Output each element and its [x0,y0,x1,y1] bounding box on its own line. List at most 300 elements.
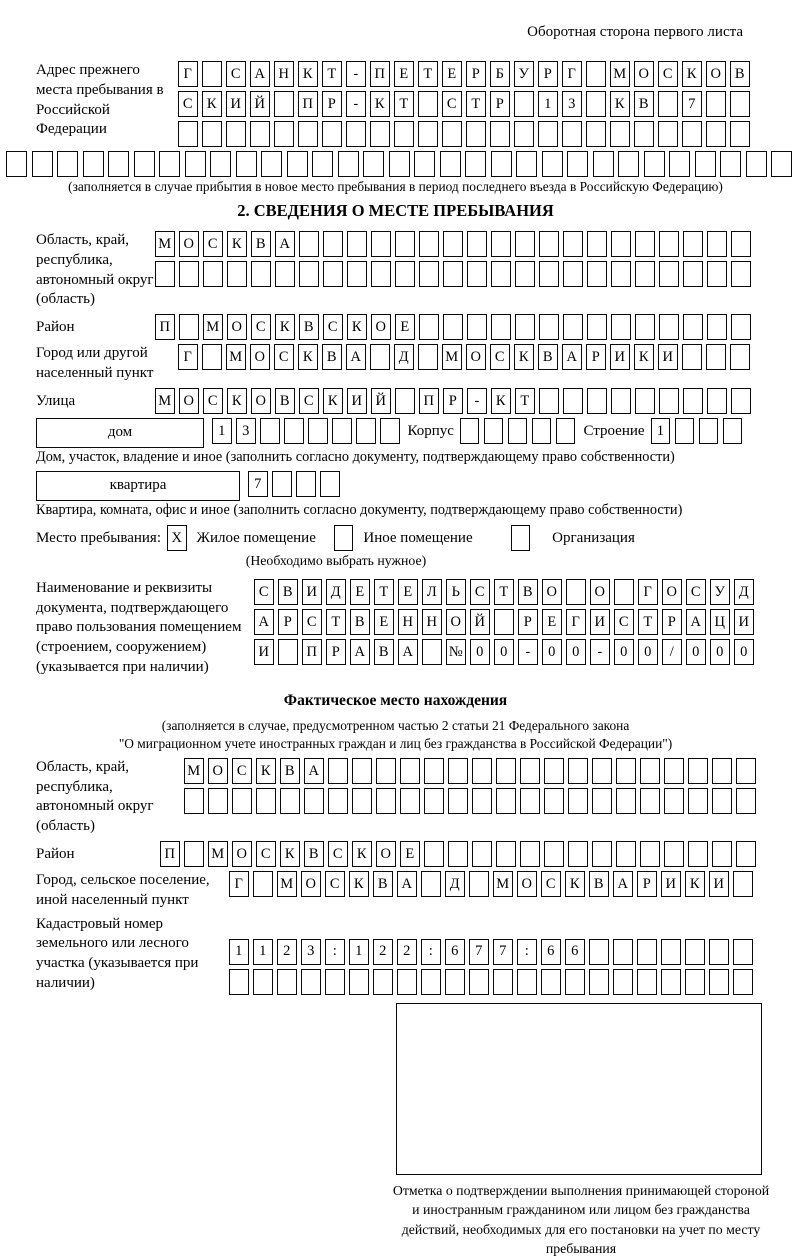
char-cell[interactable]: К [280,841,300,867]
char-cell[interactable] [568,788,588,814]
char-cell[interactable] [659,261,679,287]
char-cell[interactable]: 0 [710,639,730,665]
char-cell[interactable]: Й [250,91,270,117]
char-cell[interactable] [587,231,607,257]
char-cell[interactable]: Р [326,639,346,665]
char-cell[interactable]: О [301,871,321,897]
char-cell[interactable]: Т [394,91,414,117]
char-cell[interactable]: Г [229,871,249,897]
char-cell[interactable] [443,231,463,257]
char-cell[interactable] [515,314,535,340]
char-cell[interactable] [347,261,367,287]
char-cell[interactable] [683,314,703,340]
char-cell[interactable] [616,788,636,814]
char-cell[interactable]: К [323,388,343,414]
char-cell[interactable] [520,841,540,867]
char-cell[interactable]: Н [398,609,418,635]
char-cell[interactable]: Р [322,91,342,117]
char-cell[interactable]: И [254,639,274,665]
char-cell[interactable] [563,388,583,414]
char-cell[interactable] [376,758,396,784]
char-cell[interactable] [260,418,280,444]
char-cell[interactable] [635,388,655,414]
char-cell[interactable]: Р [490,91,510,117]
char-cell[interactable] [491,314,511,340]
char-cell[interactable] [539,314,559,340]
char-cell[interactable] [661,939,681,965]
char-cell[interactable]: В [634,91,654,117]
char-cell[interactable]: И [610,344,630,370]
char-cell[interactable] [730,91,750,117]
char-cell[interactable]: О [179,388,199,414]
char-cell[interactable]: А [613,871,633,897]
char-cell[interactable]: А [562,344,582,370]
char-cell[interactable] [616,841,636,867]
char-cell[interactable]: Е [442,61,462,87]
char-cell[interactable] [472,788,492,814]
char-cell[interactable]: К [347,314,367,340]
char-cell[interactable] [634,121,654,147]
char-cell[interactable] [494,609,514,635]
char-cell[interactable]: А [350,639,370,665]
char-cell[interactable] [640,788,660,814]
char-cell[interactable] [323,261,343,287]
char-cell[interactable] [332,418,352,444]
char-cell[interactable]: Т [322,61,342,87]
char-cell[interactable]: Г [562,61,582,87]
char-cell[interactable] [397,969,417,995]
char-cell[interactable]: О [179,231,199,257]
char-cell[interactable]: П [419,388,439,414]
char-cell[interactable] [658,91,678,117]
char-cell[interactable]: - [346,61,366,87]
char-cell[interactable] [539,231,559,257]
char-cell[interactable] [542,151,563,177]
char-cell[interactable] [236,151,257,177]
char-cell[interactable] [520,788,540,814]
char-cell[interactable] [733,939,753,965]
char-cell[interactable]: С [274,344,294,370]
char-cell[interactable]: С [470,579,490,605]
char-cell[interactable]: Д [326,579,346,605]
char-cell[interactable] [706,121,726,147]
char-cell[interactable]: Р [586,344,606,370]
char-cell[interactable] [706,91,726,117]
char-cell[interactable]: А [250,61,270,87]
char-cell[interactable] [730,121,750,147]
char-cell[interactable] [202,344,222,370]
char-cell[interactable]: И [661,871,681,897]
char-cell[interactable]: 1 [212,418,232,444]
char-cell[interactable]: С [251,314,271,340]
char-cell[interactable] [695,151,716,177]
char-cell[interactable]: С [614,609,634,635]
char-cell[interactable]: : [517,939,537,965]
char-cell[interactable] [611,261,631,287]
char-cell[interactable] [304,788,324,814]
char-cell[interactable] [496,841,516,867]
char-cell[interactable] [491,151,512,177]
char-cell[interactable] [210,151,231,177]
char-cell[interactable]: О [706,61,726,87]
char-cell[interactable] [395,388,415,414]
char-cell[interactable] [395,261,415,287]
char-cell[interactable]: 0 [494,639,514,665]
char-cell[interactable]: К [685,871,705,897]
char-cell[interactable] [731,261,751,287]
char-cell[interactable]: О [371,314,391,340]
char-cell[interactable] [568,758,588,784]
char-cell[interactable]: Т [326,609,346,635]
char-cell[interactable] [517,969,537,995]
char-cell[interactable]: 2 [373,939,393,965]
char-cell[interactable]: 0 [614,639,634,665]
char-cell[interactable]: Г [178,344,198,370]
char-cell[interactable]: Е [374,609,394,635]
char-cell[interactable] [320,471,340,497]
char-cell[interactable]: С [323,314,343,340]
char-cell[interactable]: И [590,609,610,635]
char-cell[interactable] [363,151,384,177]
char-cell[interactable]: О [517,871,537,897]
char-cell[interactable]: - [590,639,610,665]
char-cell[interactable] [682,344,702,370]
char-cell[interactable]: О [634,61,654,87]
char-cell[interactable]: / [662,639,682,665]
char-cell[interactable]: 3 [562,91,582,117]
char-cell[interactable] [516,151,537,177]
char-cell[interactable]: К [352,841,372,867]
char-cell[interactable] [568,841,588,867]
char-cell[interactable] [614,579,634,605]
char-cell[interactable]: 0 [542,639,562,665]
char-cell[interactable] [611,231,631,257]
char-cell[interactable] [563,231,583,257]
char-cell[interactable]: О [250,344,270,370]
char-cell[interactable] [395,231,415,257]
char-cell[interactable] [229,969,249,995]
char-cell[interactable] [278,639,298,665]
char-cell[interactable]: В [278,579,298,605]
char-cell[interactable] [322,121,342,147]
char-cell[interactable] [493,969,513,995]
char-cell[interactable] [611,388,631,414]
char-cell[interactable]: О [590,579,610,605]
char-cell[interactable] [731,388,751,414]
char-cell[interactable] [731,231,751,257]
char-cell[interactable] [312,151,333,177]
char-cell[interactable] [640,841,660,867]
char-cell[interactable]: С [658,61,678,87]
char-cell[interactable]: 2 [397,939,417,965]
char-cell[interactable] [400,758,420,784]
char-cell[interactable] [491,261,511,287]
char-cell[interactable]: 0 [566,639,586,665]
char-cell[interactable]: В [373,871,393,897]
char-cell[interactable]: М [208,841,228,867]
char-cell[interactable] [520,758,540,784]
char-cell[interactable]: К [370,91,390,117]
char-cell[interactable]: М [493,871,513,897]
char-cell[interactable]: И [658,344,678,370]
char-cell[interactable] [280,788,300,814]
char-cell[interactable] [491,231,511,257]
char-cell[interactable]: Т [494,579,514,605]
char-cell[interactable] [6,151,27,177]
char-cell[interactable]: М [442,344,462,370]
char-cell[interactable] [685,969,705,995]
char-cell[interactable] [514,91,534,117]
char-cell[interactable] [640,758,660,784]
char-cell[interactable] [421,969,441,995]
char-cell[interactable] [448,788,468,814]
char-cell[interactable]: П [160,841,180,867]
char-cell[interactable]: В [350,609,370,635]
char-cell[interactable] [733,871,753,897]
char-cell[interactable]: О [232,841,252,867]
char-cell[interactable] [440,151,461,177]
char-cell[interactable]: М [155,231,175,257]
char-cell[interactable]: М [203,314,223,340]
char-cell[interactable] [496,758,516,784]
char-cell[interactable] [683,388,703,414]
char-cell[interactable]: Е [350,579,370,605]
char-cell[interactable] [514,121,534,147]
char-cell[interactable] [328,758,348,784]
char-cell[interactable]: 3 [236,418,256,444]
char-cell[interactable] [746,151,767,177]
char-cell[interactable] [736,788,756,814]
char-cell[interactable] [469,871,489,897]
char-cell[interactable] [232,788,252,814]
char-cell[interactable]: О [542,579,562,605]
char-cell[interactable]: К [514,344,534,370]
char-cell[interactable]: - [518,639,538,665]
char-cell[interactable]: К [275,314,295,340]
char-cell[interactable] [108,151,129,177]
char-cell[interactable] [659,231,679,257]
char-cell[interactable] [347,231,367,257]
char-cell[interactable] [328,788,348,814]
char-cell[interactable] [544,758,564,784]
char-cell[interactable]: Р [662,609,682,635]
char-cell[interactable]: К [298,61,318,87]
char-cell[interactable] [287,151,308,177]
char-cell[interactable]: Т [374,579,394,605]
char-cell[interactable] [618,151,639,177]
char-cell[interactable]: Р [443,388,463,414]
char-cell[interactable] [635,261,655,287]
char-cell[interactable]: 7 [682,91,702,117]
char-cell[interactable]: С [203,388,223,414]
stay-option-other-checkbox[interactable] [334,525,354,551]
char-cell[interactable] [683,261,703,287]
char-cell[interactable] [274,121,294,147]
char-cell[interactable]: Н [274,61,294,87]
char-cell[interactable]: Ц [710,609,730,635]
char-cell[interactable]: К [610,91,630,117]
char-cell[interactable]: А [397,871,417,897]
char-cell[interactable] [712,758,732,784]
char-cell[interactable]: 1 [253,939,273,965]
char-cell[interactable] [515,231,535,257]
char-cell[interactable]: 0 [638,639,658,665]
char-cell[interactable] [277,969,297,995]
char-cell[interactable] [587,261,607,287]
char-cell[interactable] [589,969,609,995]
char-cell[interactable] [587,388,607,414]
char-cell[interactable] [731,314,751,340]
char-cell[interactable] [346,121,366,147]
char-cell[interactable] [586,121,606,147]
char-cell[interactable]: № [446,639,466,665]
char-cell[interactable] [592,758,612,784]
char-cell[interactable] [338,151,359,177]
char-cell[interactable] [284,418,304,444]
char-cell[interactable]: С [686,579,706,605]
char-cell[interactable] [566,579,586,605]
char-cell[interactable] [371,231,391,257]
char-cell[interactable]: И [302,579,322,605]
char-cell[interactable] [155,261,175,287]
char-cell[interactable]: 2 [277,939,297,965]
char-cell[interactable] [593,151,614,177]
char-cell[interactable]: Е [395,314,415,340]
char-cell[interactable]: Л [422,579,442,605]
char-cell[interactable]: Ь [446,579,466,605]
char-cell[interactable]: С [541,871,561,897]
char-cell[interactable]: 1 [538,91,558,117]
char-cell[interactable] [484,418,504,444]
char-cell[interactable] [421,871,441,897]
char-cell[interactable]: О [227,314,247,340]
char-cell[interactable] [541,969,561,995]
char-cell[interactable]: К [202,91,222,117]
char-cell[interactable] [515,261,535,287]
char-cell[interactable]: О [662,579,682,605]
char-cell[interactable] [664,841,684,867]
char-cell[interactable]: В [251,231,271,257]
char-cell[interactable] [644,151,665,177]
char-cell[interactable] [707,388,727,414]
char-cell[interactable] [443,314,463,340]
char-cell[interactable] [208,788,228,814]
char-cell[interactable] [227,261,247,287]
char-cell[interactable] [356,418,376,444]
char-cell[interactable]: - [467,388,487,414]
char-cell[interactable] [563,314,583,340]
char-cell[interactable]: 6 [541,939,561,965]
char-cell[interactable] [419,261,439,287]
char-cell[interactable] [544,841,564,867]
char-cell[interactable]: В [322,344,342,370]
char-cell[interactable] [556,418,576,444]
char-cell[interactable] [712,841,732,867]
char-cell[interactable] [664,758,684,784]
char-cell[interactable] [466,121,486,147]
char-cell[interactable] [202,121,222,147]
char-cell[interactable] [733,969,753,995]
char-cell[interactable] [685,939,705,965]
char-cell[interactable]: 6 [445,939,465,965]
char-cell[interactable] [538,121,558,147]
char-cell[interactable]: В [275,388,295,414]
char-cell[interactable]: - [346,91,366,117]
char-cell[interactable] [308,418,328,444]
char-cell[interactable] [371,261,391,287]
char-cell[interactable] [448,758,468,784]
char-cell[interactable]: П [298,91,318,117]
char-cell[interactable] [299,261,319,287]
char-cell[interactable] [707,261,727,287]
char-cell[interactable] [370,344,390,370]
char-cell[interactable] [544,788,564,814]
char-cell[interactable] [587,314,607,340]
char-cell[interactable]: Т [466,91,486,117]
char-cell[interactable]: Г [638,579,658,605]
char-cell[interactable] [688,841,708,867]
char-cell[interactable]: В [730,61,750,87]
char-cell[interactable]: Е [400,841,420,867]
char-cell[interactable] [352,788,372,814]
char-cell[interactable] [261,151,282,177]
char-cell[interactable]: С [226,61,246,87]
char-cell[interactable]: 3 [301,939,321,965]
char-cell[interactable] [179,314,199,340]
char-cell[interactable] [688,788,708,814]
char-cell[interactable]: И [226,91,246,117]
char-cell[interactable] [389,151,410,177]
char-cell[interactable] [712,788,732,814]
char-cell[interactable]: В [518,579,538,605]
char-cell[interactable]: 0 [734,639,754,665]
char-cell[interactable]: : [325,939,345,965]
char-cell[interactable] [539,388,559,414]
char-cell[interactable]: Т [418,61,438,87]
char-cell[interactable] [253,969,273,995]
char-cell[interactable]: 0 [686,639,706,665]
char-cell[interactable] [472,758,492,784]
char-cell[interactable] [472,841,492,867]
char-cell[interactable] [134,151,155,177]
char-cell[interactable] [251,261,271,287]
char-cell[interactable] [465,151,486,177]
char-cell[interactable] [325,969,345,995]
char-cell[interactable]: А [254,609,274,635]
char-cell[interactable]: М [184,758,204,784]
char-cell[interactable]: 1 [229,939,249,965]
char-cell[interactable]: П [155,314,175,340]
char-cell[interactable]: И [734,609,754,635]
char-cell[interactable]: Е [394,61,414,87]
char-cell[interactable]: Д [394,344,414,370]
char-cell[interactable]: Р [518,609,538,635]
char-cell[interactable] [419,231,439,257]
char-cell[interactable] [226,121,246,147]
char-cell[interactable]: Р [466,61,486,87]
char-cell[interactable]: Р [278,609,298,635]
char-cell[interactable]: Б [490,61,510,87]
char-cell[interactable] [592,841,612,867]
char-cell[interactable]: С [325,871,345,897]
char-cell[interactable] [539,261,559,287]
char-cell[interactable] [250,121,270,147]
char-cell[interactable]: С [299,388,319,414]
char-cell[interactable] [352,758,372,784]
char-cell[interactable] [707,231,727,257]
char-cell[interactable] [706,344,726,370]
char-cell[interactable] [394,121,414,147]
